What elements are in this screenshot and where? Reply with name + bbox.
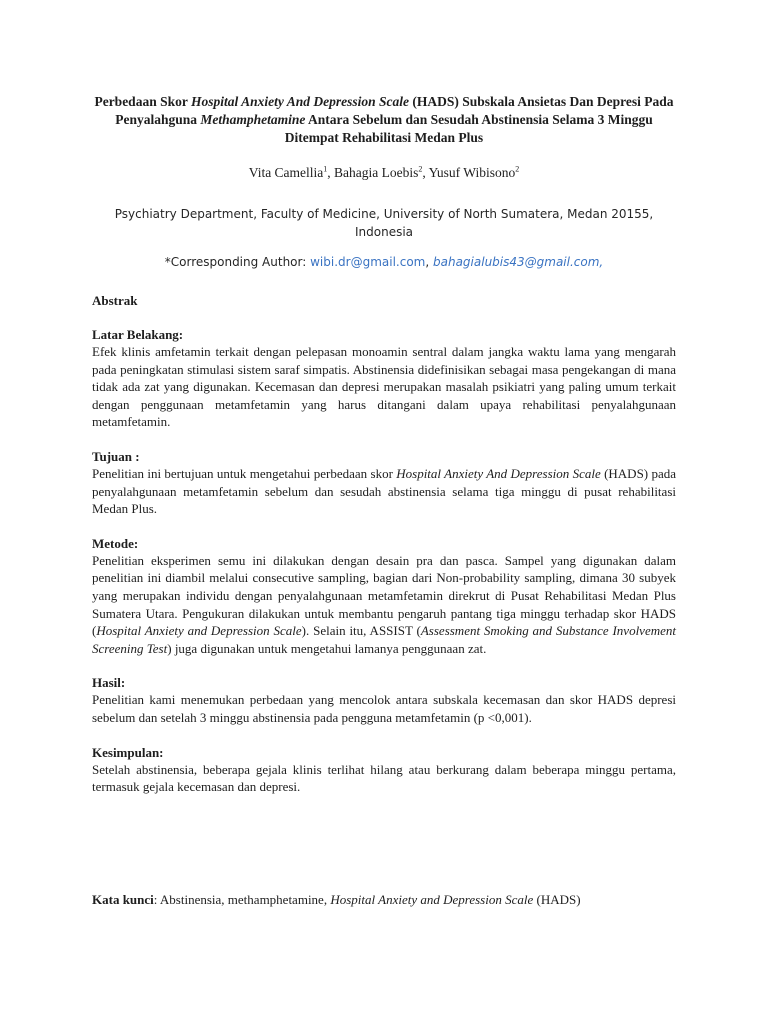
text-run: (HADS) pada penyalahgunaan metamfetamin sebelum dan sesudah abstinensia selama tiga minggu di pusat rehabilitasi Medan Plus. (92, 465, 677, 517)
email-separator: , (425, 255, 433, 269)
keywords-text: (HADS) (533, 892, 581, 907)
email-link[interactable]: bahagialubis43@gmail.com, (433, 255, 604, 269)
title-part: Perbedaan Skor (94, 94, 191, 109)
section-heading-tujuan: Tujuan : (92, 448, 140, 464)
title-part: Antara Sebelum dan Sesudah Abstinensia Selama 3 Minggu Ditempat Rehabilitasi Medan Plus (284, 112, 653, 145)
text-run-italic: Hospital Anxiety and Depression Scale (96, 623, 302, 639)
section-text-metode (92, 552, 676, 658)
keywords-colon: : (153, 892, 160, 907)
section-text-hasil: Penelitian kami menemukan perbedaan yang mencolok antara subskala kecemasan dan skor HADS depresi sebelum dan setelah 3 minggu abstinensia pada pengguna metamfetamin (p <0,001). (92, 692, 676, 725)
email-link[interactable]: wibi.dr@gmail.com (310, 255, 426, 269)
paper-title (92, 93, 676, 147)
section-heading-latar-belakang: Latar Belakang: (92, 327, 184, 342)
title-part: (HADS) Subskala Ansietas Dan Depresi Pada Penyalahguna (115, 94, 674, 127)
keywords (92, 891, 676, 909)
text-run: Penelitian ini bertujuan untuk mengetahui perbedaan skor (92, 465, 397, 481)
author-name: Bahagia Loebis (334, 165, 419, 180)
title-part-italic: Hospital Anxiety And Depression Scale (190, 94, 409, 109)
author-name: Vita Camellia (248, 165, 324, 180)
section-text-kesimpulan: Setelah abstinensia, beberapa gejala klinis terlihat hilang atau berkurang dalam beberapa minggu pertama, termasuk gejala kecemasan dan depresi. (92, 761, 676, 795)
section-heading-hasil: Hasil: (92, 675, 126, 691)
author-separator: , (327, 165, 335, 180)
author-name: Yusuf Wibisono (428, 165, 516, 180)
abstract (92, 292, 676, 796)
section-heading-metode: Metode: (92, 535, 139, 551)
author-affiliation-mark: 1 (323, 164, 328, 174)
text-run: Penelitian eksperimen semu ini dilakukan dengan desain pra dan pasca. Sampel yang digunakan dalam penelitian ini diambil melalui consecutive sampling, bagian dari Non-probability sampling, dimana 30 subyek yang merupakan individu dengan penyalahgunaan metamfetamin direkrut di Pusat Rehabilitasi Medan Plus Sumatera Utara. Pengukuran dilakukan untuk membantu pengaruh pantang tiga minggu terhadap skor HADS ( (92, 552, 676, 639)
keywords-text: Abstinensia, methamphetamine, (159, 892, 331, 907)
abstract-heading: Abstrak (92, 293, 138, 308)
keywords-label: Kata kunci (92, 892, 154, 907)
author-affiliation-mark: 2 (515, 164, 520, 174)
author-separator: , (422, 165, 429, 180)
author-list (92, 164, 676, 182)
section-heading-kesimpulan: Kesimpulan: (92, 744, 164, 760)
title-part-italic: Methamphetamine (200, 112, 306, 127)
section-text-latar-belakang: Efek klinis amfetamin terkait dengan pelepasan monoamin sentral dalam jangka waktu lama yang mengarah pada peningkatan stimulasi sistem saraf simpatis. Abstinensia didefinisikan sebagai masa pengekangan di mana tidak ada zat yang digunakan. Kecemasan dan depresi merupakan masalah psikiatri yang paling umum terkait dengan penggunaan metamfetamin yang harus ditangani dalam upaya rehabilitasi penyalahgunaan metamfetamin. (92, 344, 676, 430)
text-run: ). Selain itu, ASSIST ( (301, 623, 421, 639)
section-text-tujuan (92, 465, 676, 518)
text-run-italic: Hospital Anxiety And Depression Scale (396, 465, 601, 481)
corresponding-author (92, 253, 676, 271)
corresponding-label: *Corresponding Author: (164, 255, 311, 269)
text-run: ) juga digunakan untuk mengetahui lamanya penggunaan zat. (167, 640, 487, 656)
keywords-text-italic: Hospital Anxiety and Depression Scale (330, 892, 534, 907)
text-run-italic: Assessment Smoking and Substance Involvement Screening Test (92, 623, 676, 656)
affiliation: Psychiatry Department, Faculty of Medicine, University of North Sumatera, Medan 20155, Indonesia (114, 207, 654, 239)
author-affiliation-mark: 2 (418, 164, 423, 174)
